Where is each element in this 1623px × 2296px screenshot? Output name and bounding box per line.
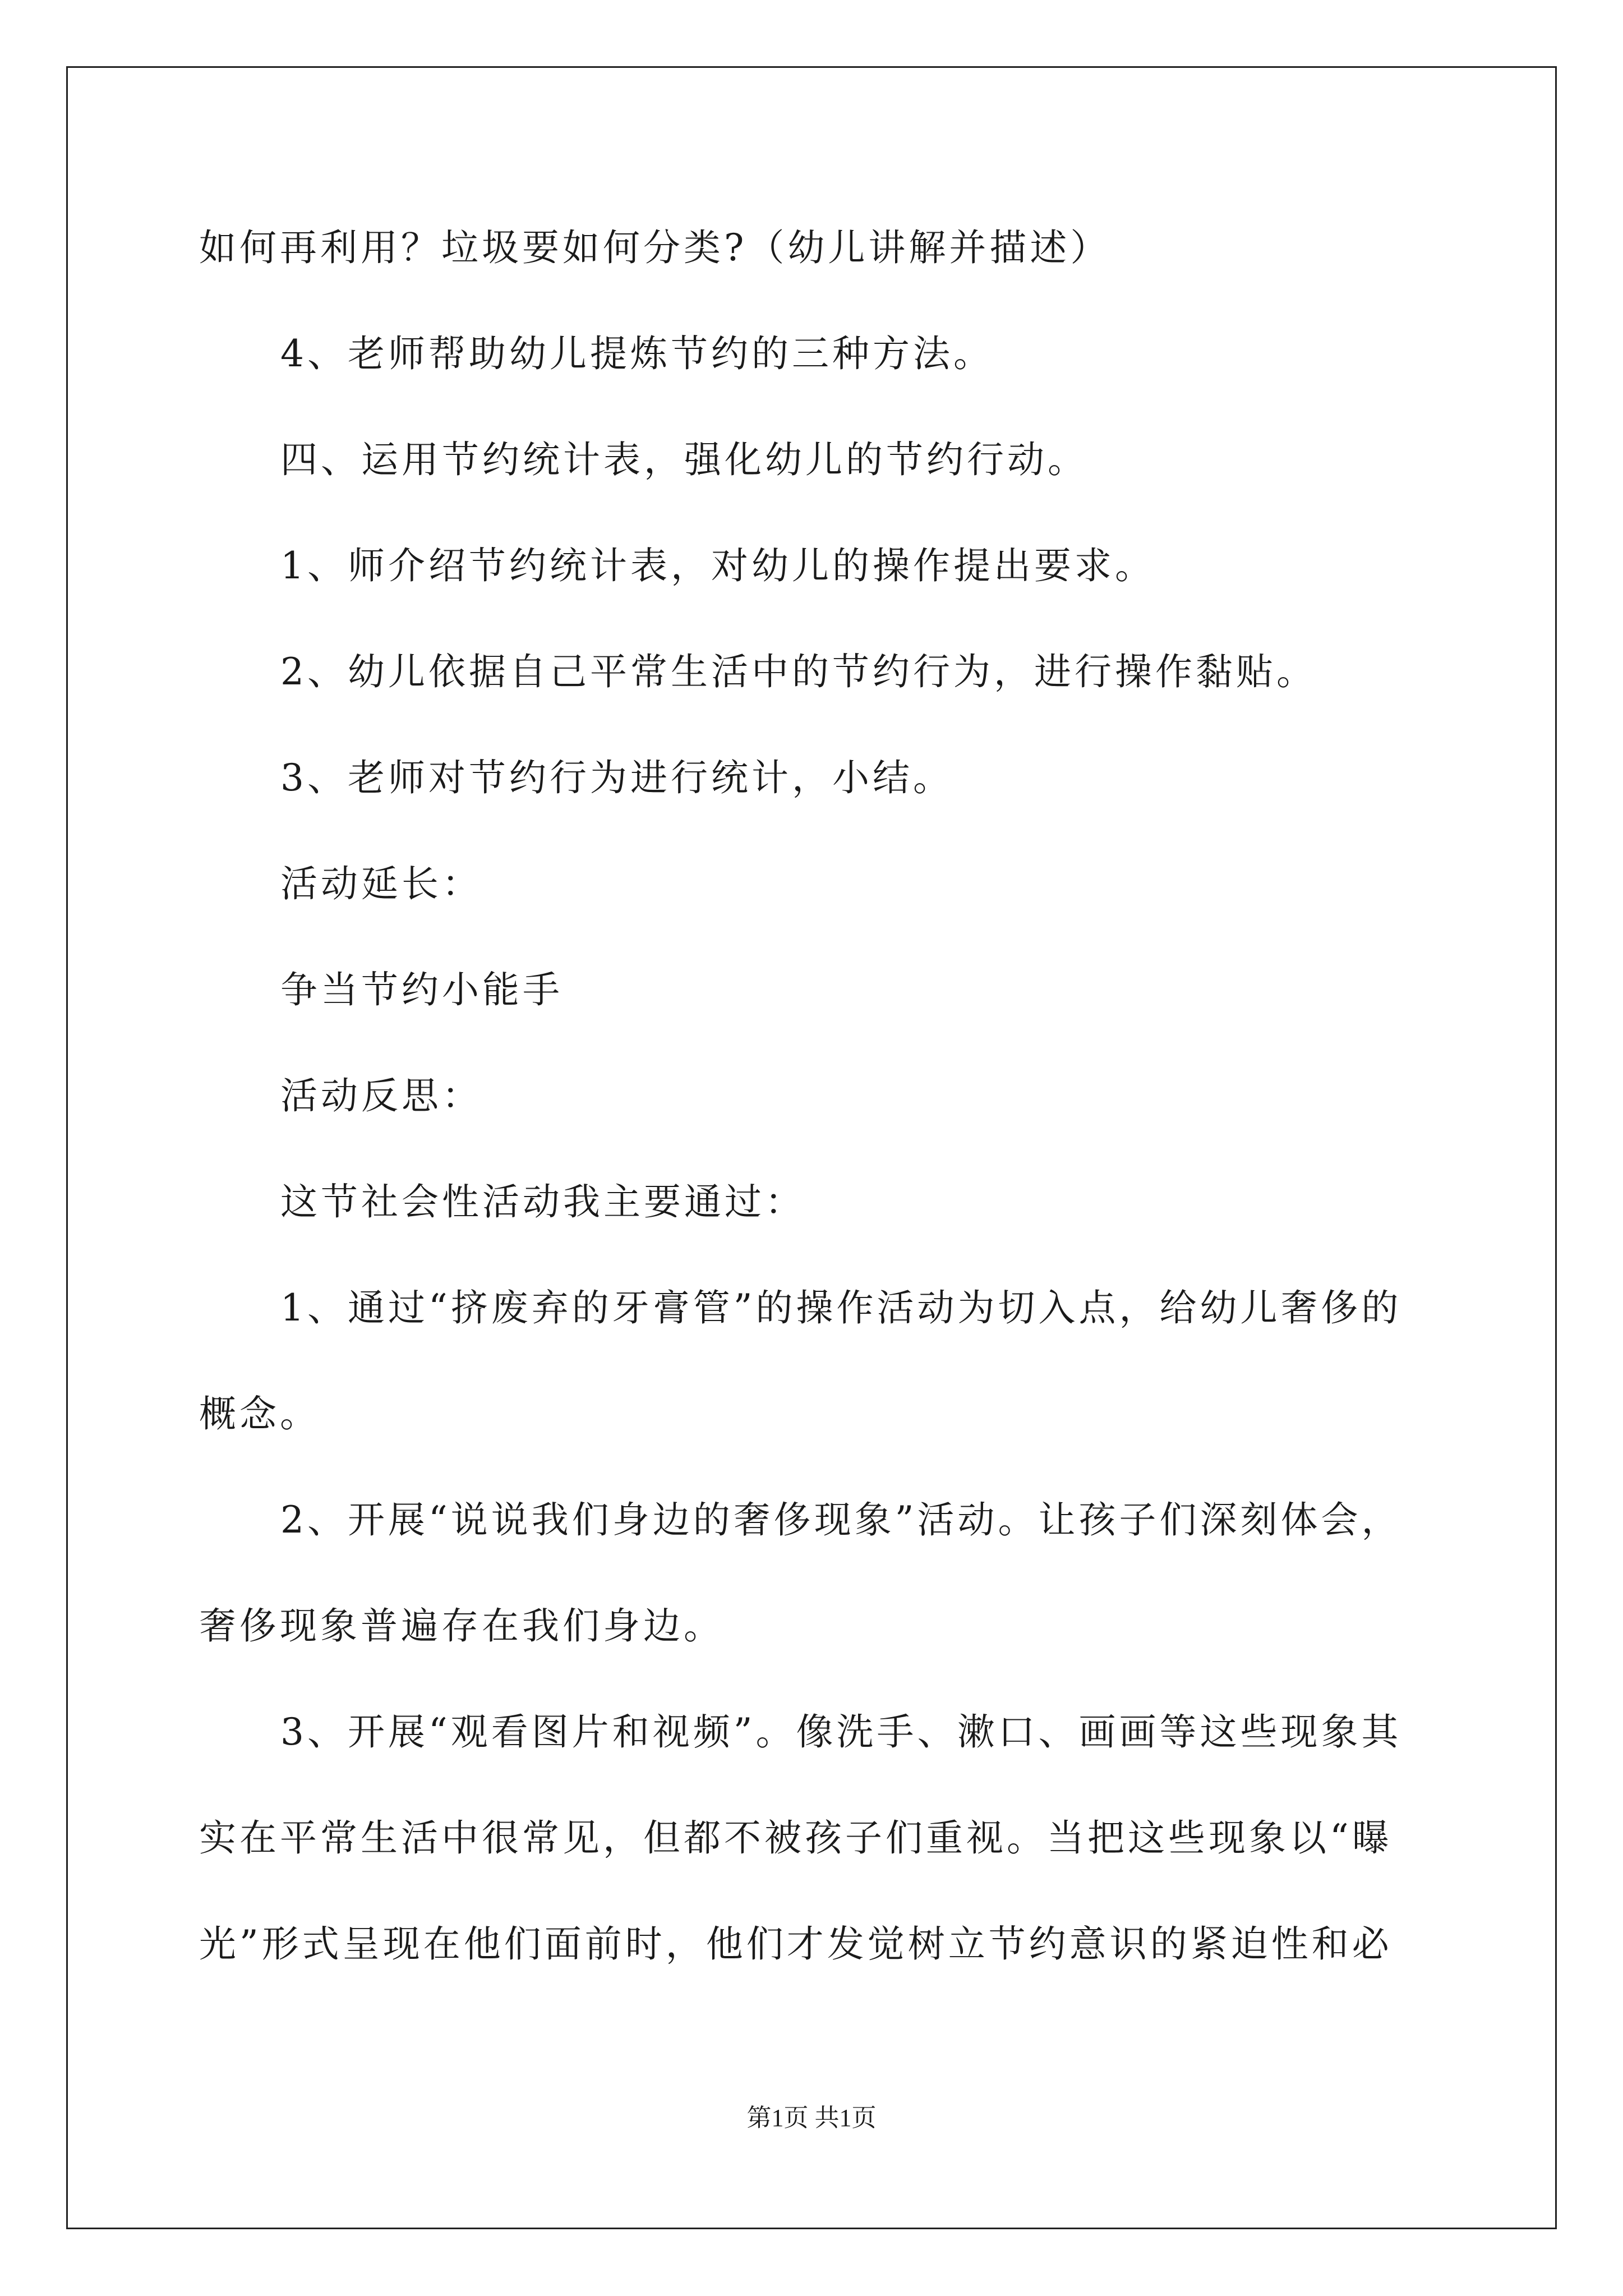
text-line-7: 活动延长： [280,862,482,905]
text-line-12: 概念。 [199,1392,320,1435]
text-line-14: 奢侈现象普遍存在我们身边。 [199,1604,724,1648]
text-line-13: 2、开展“说说我们身边的奢侈现象”活动。让孩子们深刻体会， [280,1498,1402,1542]
text-line-8: 争当节约小能手 [280,968,563,1011]
text-line-17: 光”形式呈现在他们面前时，他们才发觉树立节约意识的紧迫性和必 [199,1922,1393,1966]
text-line-6: 3、老师对节约行为进行统计，小结。 [280,756,953,799]
text-line-11: 1、通过“挤废弃的牙膏管”的操作活动为切入点，给幼儿奢侈的 [280,1286,1402,1329]
page-frame [66,66,1557,2229]
text-line-10: 这节社会性活动我主要通过： [280,1180,805,1223]
text-line-4: 1、师介绍节约统计表，对幼儿的操作提出要求。 [280,544,1155,587]
text-line-16: 实在平常生活中很常见，但都不被孩子们重视。当把这些现象以“曝 [199,1816,1393,1860]
text-line-15: 3、开展“观看图片和视频”。像洗手、漱口、画画等这些现象其 [280,1710,1402,1754]
text-line-3: 四、运用节约统计表，强化幼儿的节约行动。 [280,438,1088,481]
text-line-5: 2、幼儿依据自己平常生活中的节约行为，进行操作黏贴。 [280,650,1317,693]
text-line-1: 如何再利用？垃圾要如何分类?（幼儿讲解并描述） [199,226,1111,269]
text-line-9: 活动反思： [280,1074,482,1117]
page-footer: 第1页 共1页 [746,2104,877,2132]
text-line-2: 4、老师帮助幼儿提炼节约的三种方法。 [280,332,994,375]
